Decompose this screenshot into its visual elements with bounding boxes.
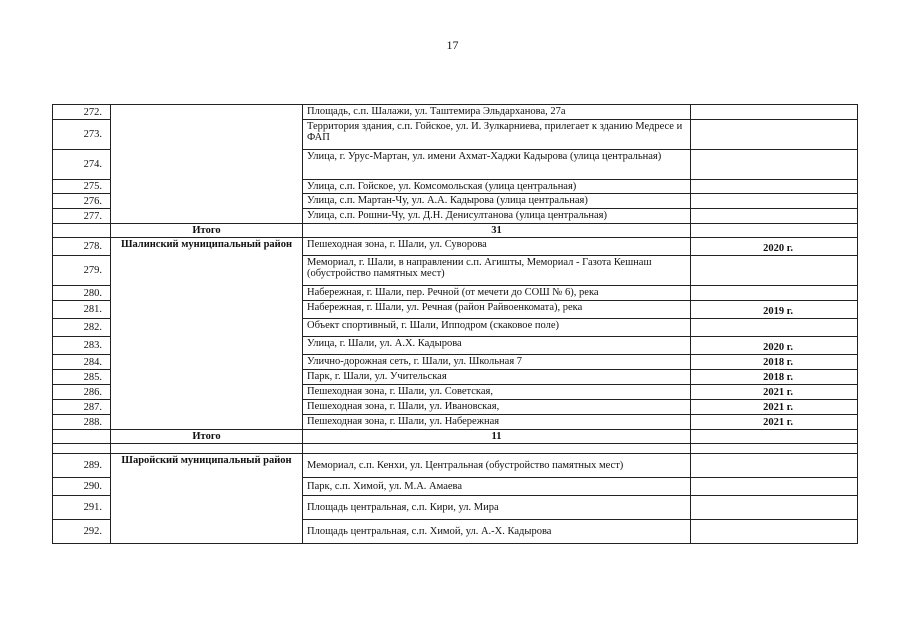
empty-cell [691, 444, 858, 454]
year-cell: 2021 г. [691, 400, 858, 415]
row-number: 273. [53, 120, 111, 150]
page-number: 17 [446, 38, 459, 52]
row-number: 274. [53, 150, 111, 180]
total-row [53, 224, 858, 238]
year-cell [691, 496, 858, 520]
row-number: 282. [53, 319, 111, 337]
year-cell [691, 120, 858, 150]
spacer-row [53, 444, 858, 454]
object-cell: Мемориал, с.п. Кенхи, ул. Центральная (обустройство памятных мест) [303, 454, 691, 478]
row-number: 283. [53, 337, 111, 355]
year-cell: 2019 г. [691, 301, 858, 319]
object-cell: Площадь центральная, с.п. Кири, ул. Мира [303, 496, 691, 520]
object-cell: Улица, с.п. Мартан-Чу, ул. А.А. Кадырова (улица центральная) [303, 194, 691, 209]
year-cell: 2018 г. [691, 370, 858, 385]
row-number: 278. [53, 238, 111, 256]
row-number: 277. [53, 209, 111, 224]
row-number: 288. [53, 415, 111, 430]
district-name: Шалинский муниципальный район [111, 238, 303, 430]
year-cell [691, 454, 858, 478]
year-cell: 2021 г. [691, 385, 858, 400]
object-cell: Улица, г. Шали, ул. А.Х. Кадырова [303, 337, 691, 355]
year-cell [691, 286, 858, 301]
row-number: 280. [53, 286, 111, 301]
year-cell [691, 180, 858, 194]
row-number: 292. [53, 520, 111, 544]
year-cell [691, 319, 858, 337]
row-number: 287. [53, 400, 111, 415]
object-cell: Парк, г. Шали, ул. Учительская [303, 370, 691, 385]
table-row [53, 105, 858, 120]
object-cell: Пешеходная зона, г. Шали, ул. Набережная [303, 415, 691, 430]
year-cell [691, 194, 858, 209]
year-cell: 2018 г. [691, 355, 858, 370]
row-number: 291. [53, 496, 111, 520]
year-cell: 2020 г. [691, 337, 858, 355]
object-cell: Пешеходная зона, г. Шали, ул. Советская, [303, 385, 691, 400]
object-cell: Территория здания, с.п. Гойское, ул. И. Зулкарниева, прилегает к зданию Медресе и ФАП [303, 120, 691, 150]
year-cell [691, 478, 858, 496]
total-value: 11 [303, 430, 691, 444]
empty-cell [691, 430, 858, 444]
year-cell [691, 520, 858, 544]
empty-cell [691, 224, 858, 238]
row-number: 275. [53, 180, 111, 194]
object-cell: Площадь, с.п. Шалажи, ул. Таштемира Эльдарханова, 27а [303, 105, 691, 120]
object-cell: Улица, с.п. Гойское, ул. Комсомольская (улица центральная) [303, 180, 691, 194]
empty-cell [53, 224, 111, 238]
row-number: 281. [53, 301, 111, 319]
row-number: 272. [53, 105, 111, 120]
year-cell: 2021 г. [691, 415, 858, 430]
year-cell: 2020 г. [691, 238, 858, 256]
object-cell: Площадь центральная, с.п. Химой, ул. А.-Х. Кадырова [303, 520, 691, 544]
empty-cell [53, 430, 111, 444]
row-number: 279. [53, 256, 111, 286]
total-value: 31 [303, 224, 691, 238]
row-number: 290. [53, 478, 111, 496]
year-cell [691, 150, 858, 180]
object-cell: Пешеходная зона, г. Шали, ул. Ивановская, [303, 400, 691, 415]
table-row [53, 238, 858, 256]
total-row [53, 430, 858, 444]
object-cell: Мемориал, г. Шали, в направлении с.п. Агишты, Мемориал - Газота Кешнаш (обустройство памятных мест) [303, 256, 691, 286]
empty-cell [303, 444, 691, 454]
district-cell [111, 105, 303, 224]
row-number: 284. [53, 355, 111, 370]
total-label: Итого [111, 430, 303, 444]
district-name: Шаройский муниципальный район [111, 454, 303, 544]
row-number: 285. [53, 370, 111, 385]
object-cell: Улично-дорожная сеть, г. Шали, ул. Школьная 7 [303, 355, 691, 370]
row-number: 276. [53, 194, 111, 209]
empty-cell [111, 444, 303, 454]
object-cell: Объект спортивный, г. Шали, Ипподром (скаковое поле) [303, 319, 691, 337]
object-cell: Набережная, г. Шали, пер. Речной (от мечети до СОШ № 6), река [303, 286, 691, 301]
table-row [53, 454, 858, 478]
row-number: 286. [53, 385, 111, 400]
object-cell: Пешеходная зона, г. Шали, ул. Суворова [303, 238, 691, 256]
total-label: Итого [111, 224, 303, 238]
object-cell: Улица, г. Урус-Мартан, ул. имени Ахмат-Хаджи Кадырова (улица центральная) [303, 150, 691, 180]
year-cell [691, 209, 858, 224]
row-number: 289. [53, 454, 111, 478]
object-cell: Парк, с.п. Химой, ул. М.А. Амаева [303, 478, 691, 496]
object-cell: Улица, с.п. Рошни-Чу, ул. Д.Н. Денисултанова (улица центральная) [303, 209, 691, 224]
year-cell [691, 105, 858, 120]
object-cell: Набережная, г. Шали, ул. Речная (район Райвоенкомата), река [303, 301, 691, 319]
objects-table [52, 104, 858, 544]
empty-cell [53, 444, 111, 454]
year-cell [691, 256, 858, 286]
